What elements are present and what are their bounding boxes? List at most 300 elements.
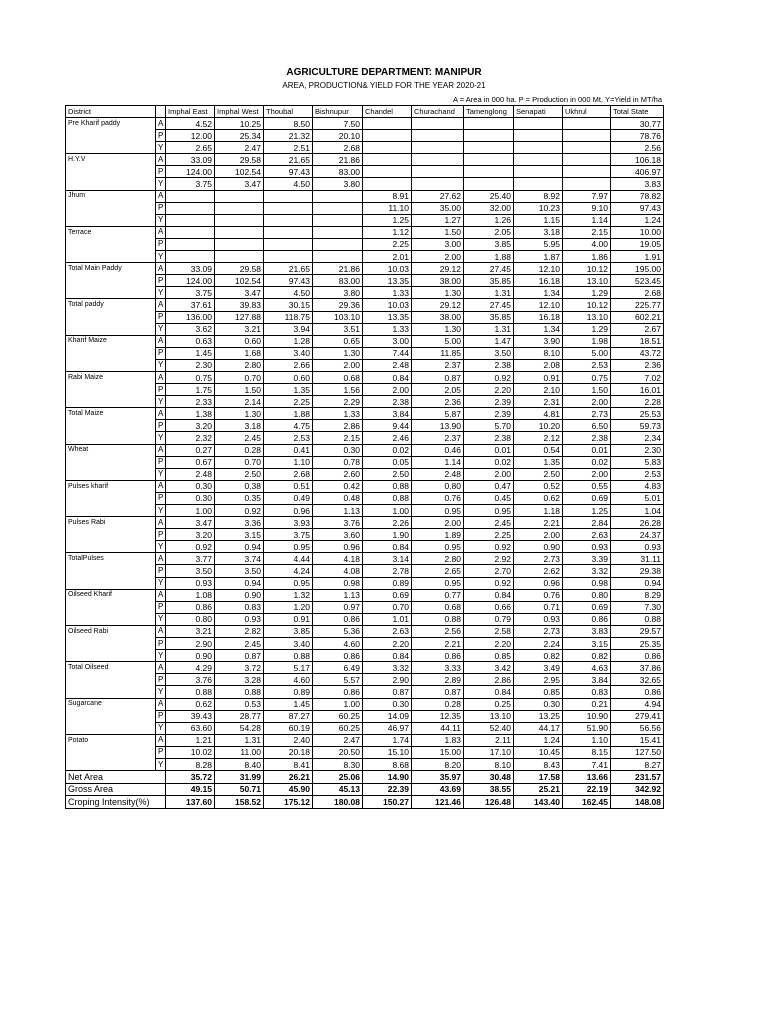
value-cell: 0.70 (363, 601, 412, 613)
measure-type-cell: P (156, 674, 166, 686)
value-cell: 3.20 (166, 529, 215, 541)
value-cell: 1.45 (166, 347, 215, 359)
value-cell: 11.00 (215, 746, 264, 758)
value-cell: 10.23 (514, 202, 563, 214)
value-cell: 12.00 (166, 130, 215, 142)
value-cell: 0.83 (215, 601, 264, 613)
measure-type-cell: P (156, 601, 166, 613)
summary-label-cell: Gross Area (66, 783, 166, 796)
value-cell: 2.24 (514, 638, 563, 650)
value-cell (166, 251, 215, 263)
table-row (66, 384, 664, 396)
measure-type-cell: A (156, 263, 166, 275)
measure-type-cell: A (156, 371, 166, 383)
crop-name-cell (66, 529, 156, 541)
value-cell: 6.49 (313, 662, 363, 674)
measure-type-cell: P (156, 529, 166, 541)
table-row (66, 226, 664, 238)
value-cell: 0.87 (215, 650, 264, 662)
value-cell (514, 142, 563, 154)
value-cell: 3.93 (264, 517, 313, 529)
value-cell: 0.82 (514, 650, 563, 662)
value-cell: 1.50 (215, 384, 264, 396)
value-cell: 0.94 (215, 577, 264, 589)
value-cell (464, 130, 514, 142)
value-cell: 0.88 (166, 686, 215, 698)
value-cell: 0.93 (166, 577, 215, 589)
table-row (66, 214, 664, 226)
value-cell: 0.55 (563, 480, 611, 492)
crop-name-cell (66, 746, 156, 758)
value-cell: 0.79 (464, 613, 514, 625)
value-cell: 4.24 (264, 565, 313, 577)
value-cell: 8.10 (514, 347, 563, 359)
table-row (66, 468, 664, 480)
value-cell: 4.63 (563, 662, 611, 674)
value-cell: 0.30 (514, 698, 563, 710)
value-cell: 1.50 (563, 384, 611, 396)
value-cell: 2.89 (412, 674, 464, 686)
value-cell: 0.92 (166, 541, 215, 553)
value-cell (313, 202, 363, 214)
value-cell: 20.18 (264, 746, 313, 758)
value-cell: 1.01 (363, 613, 412, 625)
value-cell: 2.37 (412, 359, 464, 371)
value-cell: 0.28 (412, 698, 464, 710)
value-cell: 0.02 (464, 456, 514, 468)
value-cell: 0.02 (363, 444, 412, 456)
value-cell: 39.43 (166, 710, 215, 722)
value-cell: 56.56 (611, 722, 664, 734)
value-cell: 0.88 (412, 613, 464, 625)
value-cell (563, 118, 611, 130)
crop-name-cell (66, 722, 156, 734)
value-cell: 44.11 (412, 722, 464, 734)
value-cell: 0.42 (313, 480, 363, 492)
table-row (66, 589, 664, 601)
value-cell: 10.03 (363, 299, 412, 311)
summary-value-cell: 126.48 (464, 796, 514, 809)
value-cell: 3.72 (215, 662, 264, 674)
value-cell: 2.68 (611, 287, 664, 299)
value-cell: 2.80 (412, 553, 464, 565)
value-cell: 0.65 (313, 335, 363, 347)
value-cell: 63.60 (166, 722, 215, 734)
table-row (66, 238, 664, 250)
summary-value-cell: 35.72 (166, 771, 215, 784)
value-cell: 0.95 (412, 577, 464, 589)
table-row (66, 758, 664, 770)
value-cell: 30.77 (611, 118, 664, 130)
measure-type-cell: P (156, 638, 166, 650)
measure-type-cell: Y (156, 686, 166, 698)
value-cell: 102.54 (215, 166, 264, 178)
value-cell: 0.80 (563, 589, 611, 601)
value-cell: 0.93 (215, 613, 264, 625)
header-cell: Churachand (412, 106, 464, 118)
value-cell: 4.00 (563, 238, 611, 250)
summary-value-cell: 180.08 (313, 796, 363, 809)
summary-value-cell: 231.57 (611, 771, 664, 784)
value-cell: 3.32 (363, 662, 412, 674)
value-cell: 0.85 (514, 686, 563, 698)
table-row (66, 686, 664, 698)
value-cell: 44.17 (514, 722, 563, 734)
crop-name-cell (66, 359, 156, 371)
value-cell: 1.30 (412, 323, 464, 335)
measure-type-cell: Y (156, 722, 166, 734)
value-cell: 2.11 (464, 734, 514, 746)
crop-name-cell (66, 613, 156, 625)
value-cell: 9.10 (563, 202, 611, 214)
value-cell (264, 214, 313, 226)
crop-name-cell (66, 577, 156, 589)
summary-row (66, 771, 664, 784)
value-cell: 2.39 (464, 396, 514, 408)
value-cell: 4.50 (264, 287, 313, 299)
value-cell: 0.62 (514, 492, 563, 504)
value-cell: 1.88 (264, 408, 313, 420)
measure-type-cell: Y (156, 396, 166, 408)
value-cell (514, 130, 563, 142)
crop-name-cell: Sugarcane (66, 698, 156, 710)
value-cell: 0.78 (313, 456, 363, 468)
value-cell: 38.00 (412, 275, 464, 287)
value-cell: 3.32 (563, 565, 611, 577)
table-row (66, 625, 664, 637)
value-cell (166, 226, 215, 238)
table-row (66, 444, 664, 456)
value-cell: 2.14 (215, 396, 264, 408)
value-cell: 54.28 (215, 722, 264, 734)
measure-type-cell: Y (156, 178, 166, 190)
value-cell: 1.75 (166, 384, 215, 396)
value-cell: 2.21 (514, 517, 563, 529)
value-cell: 5.95 (514, 238, 563, 250)
value-cell: 0.60 (215, 335, 264, 347)
value-cell: 46.97 (363, 722, 412, 734)
measure-type-cell: A (156, 698, 166, 710)
value-cell (264, 238, 313, 250)
value-cell: 25.40 (464, 190, 514, 202)
value-cell (514, 178, 563, 190)
value-cell: 0.69 (563, 492, 611, 504)
value-cell: 35.00 (412, 202, 464, 214)
value-cell (464, 118, 514, 130)
value-cell (464, 142, 514, 154)
value-cell: 1.90 (363, 529, 412, 541)
value-cell: 1.04 (611, 505, 664, 517)
value-cell: 0.25 (464, 698, 514, 710)
value-cell: 3.77 (166, 553, 215, 565)
value-cell: 2.47 (215, 142, 264, 154)
value-cell: 1.25 (563, 505, 611, 517)
value-cell: 29.38 (611, 565, 664, 577)
measure-type-cell: Y (156, 541, 166, 553)
value-cell: 2.30 (166, 359, 215, 371)
value-cell: 21.86 (313, 154, 363, 166)
value-cell: 106.18 (611, 154, 664, 166)
value-cell: 14.09 (363, 710, 412, 722)
value-cell: 8.91 (363, 190, 412, 202)
table-row (66, 517, 664, 529)
value-cell: 0.27 (166, 444, 215, 456)
value-cell: 10.20 (514, 420, 563, 432)
value-cell: 1.30 (215, 408, 264, 420)
value-cell: 3.40 (264, 347, 313, 359)
value-cell: 2.73 (563, 408, 611, 420)
value-cell: 2.56 (611, 142, 664, 154)
value-cell: 0.88 (264, 650, 313, 662)
value-cell: 4.83 (611, 480, 664, 492)
value-cell: 2.00 (563, 468, 611, 480)
value-cell: 0.86 (563, 613, 611, 625)
value-cell: 21.86 (313, 263, 363, 275)
value-cell: 1.10 (264, 456, 313, 468)
crop-name-cell (66, 214, 156, 226)
header-cell: Bishnupur (313, 106, 363, 118)
crop-name-cell (66, 396, 156, 408)
value-cell: 19.05 (611, 238, 664, 250)
value-cell: 2.00 (363, 384, 412, 396)
value-cell: 8.30 (313, 758, 363, 770)
measure-type-cell: A (156, 335, 166, 347)
crop-name-cell (66, 347, 156, 359)
value-cell: 0.28 (215, 444, 264, 456)
value-cell: 4.75 (264, 420, 313, 432)
value-cell: 25.35 (611, 638, 664, 650)
value-cell: 1.86 (563, 251, 611, 263)
value-cell: 127.50 (611, 746, 664, 758)
summary-value-cell: 13.66 (563, 771, 611, 784)
value-cell: 1.74 (363, 734, 412, 746)
value-cell: 3.28 (215, 674, 264, 686)
value-cell: 4.29 (166, 662, 215, 674)
value-cell: 2.68 (313, 142, 363, 154)
measure-type-cell: P (156, 710, 166, 722)
value-cell: 2.26 (363, 517, 412, 529)
summary-row (66, 796, 664, 809)
value-cell: 0.87 (412, 371, 464, 383)
value-cell: 2.65 (166, 142, 215, 154)
table-row (66, 251, 664, 263)
value-cell: 0.30 (363, 698, 412, 710)
summary-value-cell: 45.13 (313, 783, 363, 796)
table-row (66, 371, 664, 383)
measure-type-cell: A (156, 299, 166, 311)
crop-name-cell (66, 650, 156, 662)
value-cell: 2.63 (363, 625, 412, 637)
value-cell (412, 178, 464, 190)
value-cell: 0.87 (363, 686, 412, 698)
value-cell: 60.25 (313, 722, 363, 734)
value-cell: 0.01 (464, 444, 514, 456)
value-cell: 2.33 (166, 396, 215, 408)
value-cell: 3.75 (166, 287, 215, 299)
value-cell: 37.86 (611, 662, 664, 674)
value-cell: 4.60 (313, 638, 363, 650)
value-cell: 21.32 (264, 130, 313, 142)
value-cell: 4.81 (514, 408, 563, 420)
value-cell: 0.96 (313, 541, 363, 553)
value-cell: 18.51 (611, 335, 664, 347)
crop-name-cell (66, 202, 156, 214)
measure-type-cell: A (156, 553, 166, 565)
summary-value-cell: 35.97 (412, 771, 464, 784)
summary-row (66, 783, 664, 796)
table-row (66, 698, 664, 710)
value-cell: 0.70 (215, 456, 264, 468)
value-cell: 13.35 (363, 311, 412, 323)
crop-name-cell: Total Oilseed (66, 662, 156, 674)
value-cell: 2.31 (514, 396, 563, 408)
value-cell: 0.98 (313, 577, 363, 589)
value-cell: 4.50 (264, 178, 313, 190)
value-cell (412, 166, 464, 178)
crop-name-cell (66, 758, 156, 770)
value-cell: 0.02 (563, 456, 611, 468)
value-cell: 2.20 (363, 638, 412, 650)
crop-name-cell (66, 384, 156, 396)
page-title: AGRICULTURE DEPARTMENT: MANIPUR (286, 67, 482, 78)
summary-value-cell: 25.21 (514, 783, 563, 796)
crop-name-cell (66, 323, 156, 335)
value-cell: 21.65 (264, 154, 313, 166)
value-cell: 0.95 (412, 541, 464, 553)
value-cell: 2.53 (611, 468, 664, 480)
value-cell: 1.98 (563, 335, 611, 347)
measure-type-cell: Y (156, 142, 166, 154)
value-cell: 26.28 (611, 517, 664, 529)
value-cell: 3.40 (264, 638, 313, 650)
value-cell: 2.47 (313, 734, 363, 746)
value-cell: 3.94 (264, 323, 313, 335)
value-cell: 0.90 (166, 650, 215, 662)
crop-name-cell (66, 178, 156, 190)
value-cell: 5.00 (412, 335, 464, 347)
table-row (66, 335, 664, 347)
value-cell: 2.38 (464, 432, 514, 444)
value-cell: 0.96 (514, 577, 563, 589)
header-cell: Senapati (514, 106, 563, 118)
value-cell: 5.70 (464, 420, 514, 432)
value-cell: 3.36 (215, 517, 264, 529)
crop-name-cell: TotalPulses (66, 553, 156, 565)
header-cell: Ukhrul (563, 106, 611, 118)
value-cell: 3.50 (166, 565, 215, 577)
value-cell (412, 130, 464, 142)
value-cell: 0.92 (215, 505, 264, 517)
table-row (66, 577, 664, 589)
value-cell: 13.10 (563, 275, 611, 287)
value-cell: 78.82 (611, 190, 664, 202)
value-cell: 3.90 (514, 335, 563, 347)
value-cell: 25.34 (215, 130, 264, 142)
value-cell: 2.28 (611, 396, 664, 408)
value-cell: 2.95 (514, 674, 563, 686)
value-cell: 0.84 (464, 589, 514, 601)
value-cell: 33.09 (166, 154, 215, 166)
crop-name-cell (66, 142, 156, 154)
crop-name-cell: Pulses kharif (66, 480, 156, 492)
summary-value-cell: 137.60 (166, 796, 215, 809)
value-cell: 10.12 (563, 299, 611, 311)
table-row (66, 347, 664, 359)
summary-value-cell: 148.08 (611, 796, 664, 809)
table-row (66, 396, 664, 408)
value-cell (166, 238, 215, 250)
value-cell: 87.27 (264, 710, 313, 722)
value-cell: 2.36 (412, 396, 464, 408)
value-cell: 3.20 (166, 420, 215, 432)
value-cell: 1.30 (412, 287, 464, 299)
value-cell: 5.57 (313, 674, 363, 686)
value-cell (363, 130, 412, 142)
value-cell: 3.75 (166, 178, 215, 190)
value-cell: 2.51 (264, 142, 313, 154)
value-cell: 127.88 (215, 311, 264, 323)
measure-type-cell: P (156, 456, 166, 468)
value-cell: 2.62 (514, 565, 563, 577)
value-cell: 2.58 (464, 625, 514, 637)
value-cell (363, 118, 412, 130)
value-cell: 1.14 (563, 214, 611, 226)
value-cell: 1.24 (611, 214, 664, 226)
value-cell: 1.35 (514, 456, 563, 468)
value-cell: 59.73 (611, 420, 664, 432)
value-cell: 2.25 (363, 238, 412, 250)
measure-type-cell: P (156, 565, 166, 577)
crop-name-cell (66, 601, 156, 613)
header-cell: Total State (611, 106, 664, 118)
value-cell (412, 118, 464, 130)
value-cell: 8.41 (264, 758, 313, 770)
measure-type-cell: A (156, 662, 166, 674)
value-cell: 13.10 (563, 311, 611, 323)
value-cell: 2.53 (563, 359, 611, 371)
value-cell: 0.88 (363, 480, 412, 492)
value-cell: 0.93 (563, 541, 611, 553)
value-cell (215, 190, 264, 202)
value-cell: 29.12 (412, 299, 464, 311)
value-cell: 3.76 (166, 674, 215, 686)
value-cell: 1.91 (611, 251, 664, 263)
value-cell (363, 142, 412, 154)
value-cell: 2.01 (363, 251, 412, 263)
table-row (66, 662, 664, 674)
value-cell (464, 166, 514, 178)
value-cell: 0.94 (215, 541, 264, 553)
value-cell: 2.92 (464, 553, 514, 565)
value-cell: 0.68 (412, 601, 464, 613)
header-cell: Tamenglong (464, 106, 514, 118)
value-cell: 2.80 (215, 359, 264, 371)
value-cell: 0.86 (412, 650, 464, 662)
value-cell: 11.10 (363, 202, 412, 214)
value-cell: 0.84 (363, 650, 412, 662)
value-cell: 3.51 (313, 323, 363, 335)
value-cell: 13.10 (464, 710, 514, 722)
crop-name-cell (66, 166, 156, 178)
table-row (66, 650, 664, 662)
measure-type-cell: P (156, 420, 166, 432)
value-cell: 0.86 (313, 686, 363, 698)
value-cell: 0.86 (313, 613, 363, 625)
value-cell: 2.21 (412, 638, 464, 650)
value-cell: 5.17 (264, 662, 313, 674)
value-cell: 2.86 (464, 674, 514, 686)
header-cell: District (66, 106, 156, 118)
